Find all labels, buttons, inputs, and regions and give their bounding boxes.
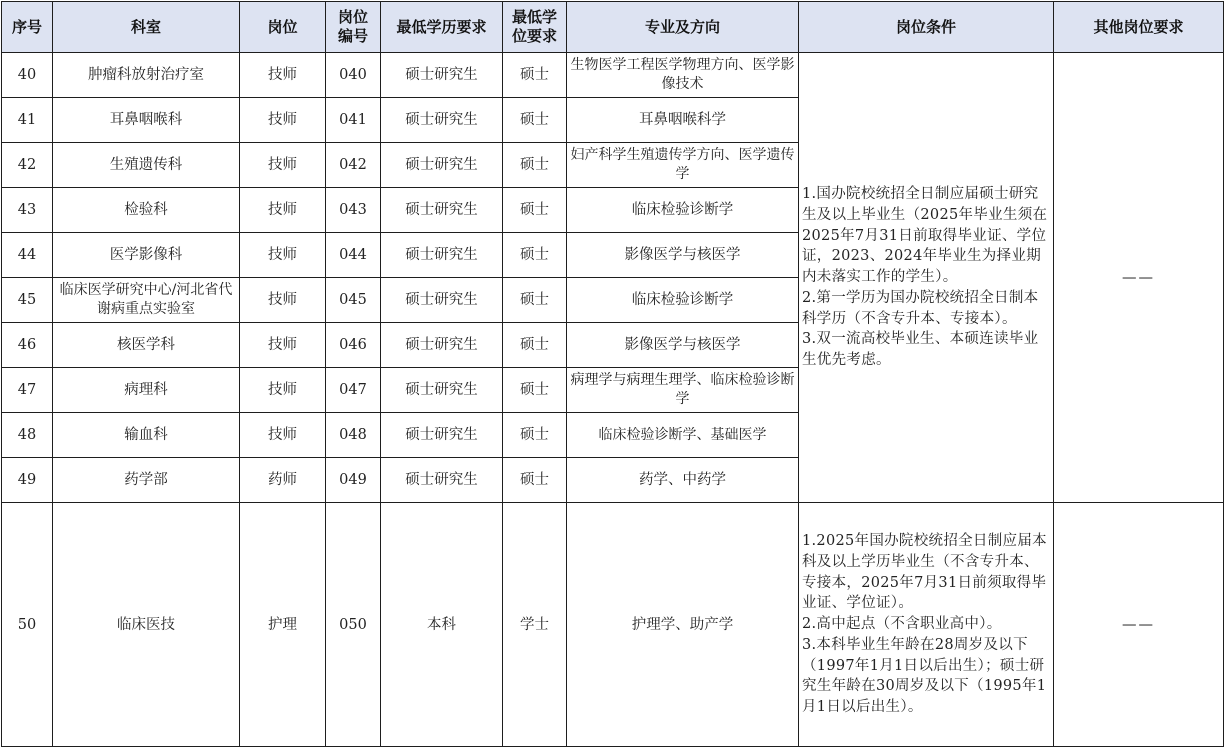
row50-conditions bbox=[799, 503, 1054, 747]
cell-major: 妇产科学生殖遗传学方向、医学遗传学 bbox=[567, 143, 799, 188]
cell-edu: 硕士研究生 bbox=[381, 323, 503, 368]
cell-degree: 硕士 bbox=[503, 188, 567, 233]
cell-dept: 输血科 bbox=[53, 413, 240, 458]
cell-major: 影像医学与核医学 bbox=[567, 323, 799, 368]
cell-code: 049 bbox=[326, 458, 381, 503]
header-dept: 科室 bbox=[53, 2, 240, 53]
cell-code: 042 bbox=[326, 143, 381, 188]
cell-code: 050 bbox=[326, 503, 381, 747]
cell-no: 50 bbox=[2, 503, 53, 747]
header-major: 专业及方向 bbox=[567, 2, 799, 53]
cell-edu: 硕士研究生 bbox=[381, 143, 503, 188]
cell-dept: 耳鼻咽喉科 bbox=[53, 98, 240, 143]
header-edu: 最低学历要求 bbox=[381, 2, 503, 53]
cell-edu: 硕士研究生 bbox=[381, 53, 503, 98]
header-conditions: 岗位条件 bbox=[799, 2, 1054, 53]
cell-edu: 硕士研究生 bbox=[381, 98, 503, 143]
cell-degree: 学士 bbox=[503, 503, 567, 747]
row50-other: —— bbox=[1054, 503, 1224, 747]
cell-major: 护理学、助产学 bbox=[567, 503, 799, 747]
cell-code: 040 bbox=[326, 53, 381, 98]
cell-no: 43 bbox=[2, 188, 53, 233]
cell-major: 临床检验诊断学、基础医学 bbox=[567, 413, 799, 458]
cell-degree: 硕士 bbox=[503, 413, 567, 458]
condition-line: 1.2025年国办院校统招全日制应届本科及以上学历毕业生（不含专升本、专接本，2025年7月31日前须取得毕业证、学位证）。 bbox=[802, 533, 1047, 612]
cell-no: 46 bbox=[2, 323, 53, 368]
group1-other: —— bbox=[1054, 53, 1224, 503]
header-post: 岗位 bbox=[240, 2, 326, 53]
group1-conditions bbox=[799, 53, 1054, 503]
cell-code: 043 bbox=[326, 188, 381, 233]
cell-major: 影像医学与核医学 bbox=[567, 233, 799, 278]
cell-no: 40 bbox=[2, 53, 53, 98]
condition-line: 2.第一学历为国办院校统招全日制本科学历（不含专升本、专接本）。 bbox=[802, 289, 1039, 327]
cell-degree: 硕士 bbox=[503, 143, 567, 188]
cell-dept: 药学部 bbox=[53, 458, 240, 503]
condition-line: 3.本科毕业生年龄在28周岁及以下（1997年1月1日以后出生）；硕士研究生年龄在30周岁及以下（1995年1月1日以后出生）。 bbox=[802, 636, 1047, 715]
cell-code: 048 bbox=[326, 413, 381, 458]
cell-edu: 硕士研究生 bbox=[381, 278, 503, 323]
cell-dept: 检验科 bbox=[53, 188, 240, 233]
header-code: 岗位 编号 bbox=[326, 2, 381, 53]
cell-no: 41 bbox=[2, 98, 53, 143]
cell-major: 临床检验诊断学 bbox=[567, 278, 799, 323]
cell-major: 临床检验诊断学 bbox=[567, 188, 799, 233]
cell-degree: 硕士 bbox=[503, 53, 567, 98]
cell-no: 49 bbox=[2, 458, 53, 503]
cell-major: 病理学与病理生理学、临床检验诊断学 bbox=[567, 368, 799, 413]
table-row bbox=[2, 53, 1224, 98]
cell-code: 047 bbox=[326, 368, 381, 413]
cell-post: 技师 bbox=[240, 53, 326, 98]
cell-dept: 病理科 bbox=[53, 368, 240, 413]
cell-no: 48 bbox=[2, 413, 53, 458]
cell-dept: 医学影像科 bbox=[53, 233, 240, 278]
cell-degree: 硕士 bbox=[503, 233, 567, 278]
header-row bbox=[2, 2, 1224, 53]
condition-line: 1.国办院校统招全日制应届硕士研究生及以上毕业生（2025年毕业生须在2025年7月31日前取得毕业证、学位证，2023、2024年毕业生为择业期内未落实工作的学生）。 bbox=[802, 186, 1048, 286]
recruitment-table bbox=[1, 1, 1224, 747]
cell-no: 47 bbox=[2, 368, 53, 413]
cell-post: 技师 bbox=[240, 368, 326, 413]
cell-edu: 硕士研究生 bbox=[381, 368, 503, 413]
cell-dept: 临床医学研究中心/河北省代谢病重点实验室 bbox=[53, 278, 240, 323]
cell-post: 技师 bbox=[240, 98, 326, 143]
cell-degree: 硕士 bbox=[503, 278, 567, 323]
cell-no: 44 bbox=[2, 233, 53, 278]
cell-dept: 生殖遗传科 bbox=[53, 143, 240, 188]
cell-post: 技师 bbox=[240, 323, 326, 368]
cell-degree: 硕士 bbox=[503, 323, 567, 368]
cell-post: 技师 bbox=[240, 413, 326, 458]
header-no: 序号 bbox=[2, 2, 53, 53]
cell-post: 技师 bbox=[240, 188, 326, 233]
header-other: 其他岗位要求 bbox=[1054, 2, 1224, 53]
cell-post: 技师 bbox=[240, 143, 326, 188]
cell-edu: 本科 bbox=[381, 503, 503, 747]
cell-post: 药师 bbox=[240, 458, 326, 503]
cell-post: 技师 bbox=[240, 233, 326, 278]
cell-post: 护理 bbox=[240, 503, 326, 747]
cell-no: 45 bbox=[2, 278, 53, 323]
cell-edu: 硕士研究生 bbox=[381, 458, 503, 503]
cell-degree: 硕士 bbox=[503, 458, 567, 503]
cell-degree: 硕士 bbox=[503, 98, 567, 143]
cell-code: 045 bbox=[326, 278, 381, 323]
cell-dept: 临床医技 bbox=[53, 503, 240, 747]
header-degree: 最低学 位要求 bbox=[503, 2, 567, 53]
cell-no: 42 bbox=[2, 143, 53, 188]
cell-major: 药学、中药学 bbox=[567, 458, 799, 503]
cell-major: 耳鼻咽喉科学 bbox=[567, 98, 799, 143]
cell-major: 生物医学工程医学物理方向、医学影像技术 bbox=[567, 53, 799, 98]
cell-code: 041 bbox=[326, 98, 381, 143]
condition-line: 2.高中起点（不含职业高中）。 bbox=[802, 616, 1002, 633]
cell-edu: 硕士研究生 bbox=[381, 188, 503, 233]
cell-edu: 硕士研究生 bbox=[381, 233, 503, 278]
table-row bbox=[2, 503, 1224, 747]
cell-post: 技师 bbox=[240, 278, 326, 323]
cell-code: 044 bbox=[326, 233, 381, 278]
cell-dept: 核医学科 bbox=[53, 323, 240, 368]
cell-degree: 硕士 bbox=[503, 368, 567, 413]
cell-edu: 硕士研究生 bbox=[381, 413, 503, 458]
cell-code: 046 bbox=[326, 323, 381, 368]
condition-line: 3.双一流高校毕业生、本硕连读毕业生优先考虑。 bbox=[802, 331, 1039, 368]
cell-dept: 肿瘤科放射治疗室 bbox=[53, 53, 240, 98]
